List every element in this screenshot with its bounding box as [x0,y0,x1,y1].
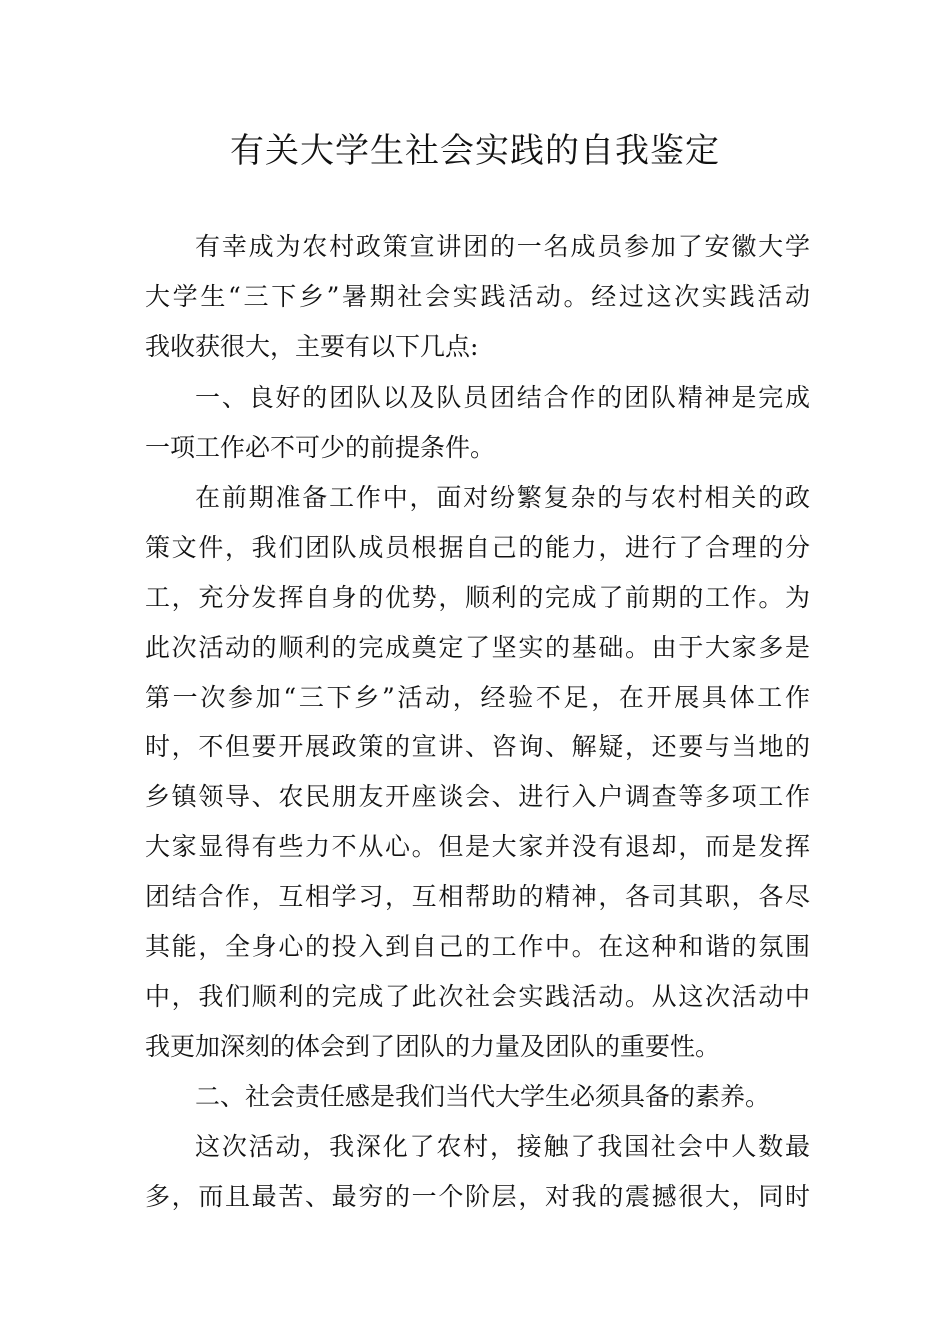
text-line: 中，我们顺利的完成了此次社会实践活动。从这次活动中 [145,982,810,1011]
text-line: 这次活动，我深化了农村，接触了我国社会中人数最 [195,1132,810,1161]
text-line: 乡镇领导、农民朋友开座谈会、进行入户调查等多项工作 [145,782,810,811]
text-line: 一、良好的团队以及队员团结合作的团队精神是完成 [195,383,810,412]
text-line: 二、社会责任感是我们当代大学生必须具备的素养。 [195,1082,771,1111]
text-line: 团结合作，互相学习，互相帮助的精神，各司其职，各尽 [145,882,810,911]
text-line: 时，不但要开展政策的宣讲、咨询、解疑，还要与当地的 [145,732,810,761]
text-line: 其能，全身心的投入到自己的工作中。在这种和谐的氛围 [145,932,810,961]
text-line: 工，充分发挥自身的优势，顺利的完成了前期的工作。为 [145,583,810,612]
document-title: 有关大学生社会实践的自我鉴定 [230,131,720,171]
text-line: 一项工作必不可少的前提条件。 [145,433,496,462]
text-line: 策文件，我们团队成员根据自己的能力，进行了合理的分 [145,533,810,562]
text-line: 此次活动的顺利的完成奠定了坚实的基础。由于大家多是 [145,633,810,662]
text-line: 有幸成为农村政策宣讲团的一名成员参加了安徽大学 [195,232,810,261]
text-line: 在前期准备工作中，面对纷繁复杂的与农村相关的政 [195,483,810,512]
text-line: 多，而且最苦、最穷的一个阶层，对我的震撼很大，同时 [145,1182,810,1211]
text-line: 我收获很大，主要有以下几点: [145,332,479,361]
text-line: 大家显得有些力不从心。但是大家并没有退却，而是发挥 [145,832,810,861]
text-line: 第一次参加“三下乡”活动，经验不足，在开展具体工作 [145,683,810,712]
text-line: 我更加深刻的体会到了团队的力量及团队的重要性。 [145,1032,721,1061]
text-line: 大学生“三下乡”暑期社会实践活动。经过这次实践活动 [145,282,810,311]
